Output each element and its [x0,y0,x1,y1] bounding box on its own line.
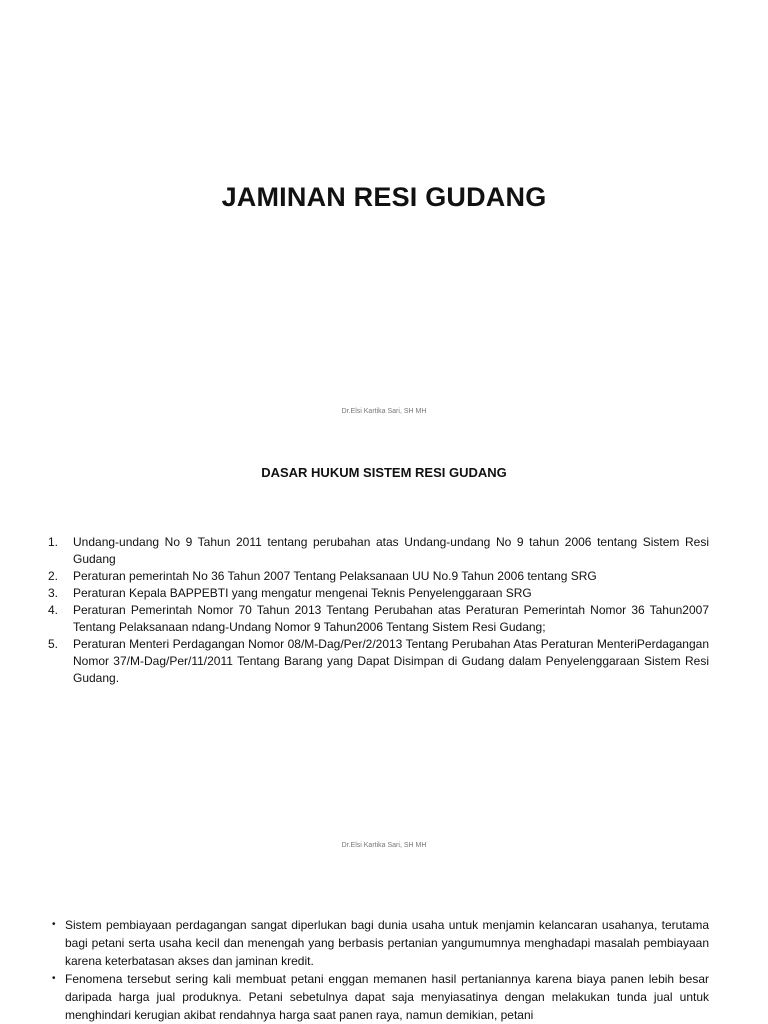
author-footer: Dr.Elsi Kartika Sari, SH MH [341,842,427,849]
author-footer: Dr.Elsi Kartika Sari, SH MH [341,408,427,415]
bullet-icon: • [52,919,56,930]
section-title: DASAR HUKUM SISTEM RESI GUDANG [261,465,507,480]
list-item [48,585,709,602]
list-item [48,636,709,687]
bullet-icon: • [52,973,56,984]
legal-basis-list [48,534,709,687]
list-item-number: 4. [48,603,59,617]
bullet-text: Sistem pembiayaan perdagangan sangat diperlukan bagi dunia usaha untuk menjamin kelancaran usahanya, terutama bagi petani serta usaha kecil dan menengah yang berbasis pertanian yangumumnya menghadapi masalah pembiayaan karena keterbatasan akses dan jaminan kredit. [65,918,709,968]
bullet-list [52,916,709,1024]
list-item [52,916,709,970]
bullet-text: Fenomena tersebut sering kali membuat petani enggan memanen hasil pertaniannya karena biaya panen lebih besar daripada harga jual produknya. Petani sebetulnya dapat saja menyiasatinya dengan melakukan tunda jual untuk menghindari kerugian akibat rendahnya harga saat panen raya, namun demikian, petani [65,972,709,1022]
list-item [52,970,709,1024]
list-item-number: 5. [48,637,59,651]
list-item-text: Peraturan Pemerintah Nomor 70 Tahun 2013 Tentang Perubahan atas Peraturan Pemerintah Nomor 36 Tahun2007 Tentang Pelaksanaan ndang-Undang Nomor 9 Tahun2006 Tentang Sistem Resi Gudang; [73,603,709,634]
list-item-text: Peraturan pemerintah No 36 Tahun 2007 Tentang Pelaksanaan UU No.9 Tahun 2006 tentang SRG [73,569,597,583]
list-item-text: Undang-undang No 9 Tahun 2011 tentang perubahan atas Undang-undang No 9 tahun 2006 tentang Sistem Resi Gudang [73,535,709,566]
list-item [48,602,709,636]
list-item-number: 2. [48,569,59,583]
list-item-text: Peraturan Menteri Perdagangan Nomor 08/M-Dag/Per/2/2013 Tentang Perubahan Atas Peraturan MenteriPerdagangan Nomor 37/M-Dag/Per/11/2011 Tentang Barang yang Dapat Disimpan di Gudang dalam Penyelenggaraan Sistem Resi Gudang. [73,637,709,685]
title-slide [0,0,768,432]
list-item-number: 3. [48,586,59,600]
content-slide [0,864,768,1024]
list-item [48,568,709,585]
list-item [48,534,709,568]
legal-basis-slide [0,432,768,864]
slide-title: JAMINAN RESI GUDANG [221,182,547,212]
list-item-text: Peraturan Kepala BAPPEBTI yang mengatur mengenai Teknis Penyelenggaraan SRG [73,586,532,600]
list-item-number: 1. [48,535,59,549]
